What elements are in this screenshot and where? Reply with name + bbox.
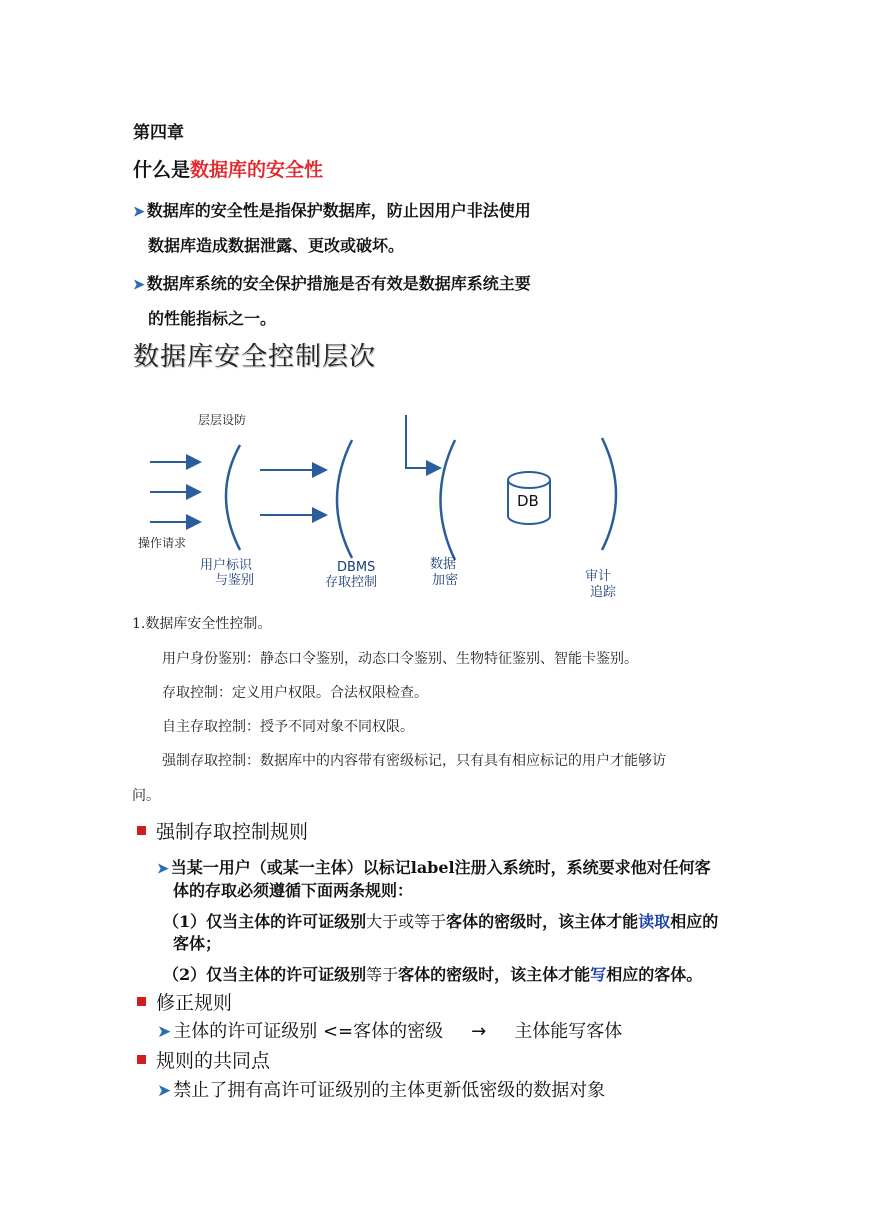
red-square-bullet-icon [137,1055,146,1064]
section1-p4-line2: 问。 [132,788,160,804]
layer-3-label-line1: 数据 [430,557,457,572]
fix-heading [137,988,232,1015]
rule2-part-a: （2）仅当主体的许可证级别 [163,965,367,984]
common-heading [137,1046,270,1073]
mac-rule-2 [163,962,702,985]
rule2-part-e: 相应的客体。 [606,965,703,984]
rule2-write: 写 [590,965,607,984]
rule1-part-a: （1）仅当主体的许可证级别 [163,912,367,931]
question-heading [133,155,323,182]
red-square-bullet-icon [137,997,146,1006]
bullet-2 [133,271,531,294]
layer-1-label-line1: 用户标识 [200,558,253,573]
mac-sub-line2: 体的存取必须遵循下面两条规则： [173,881,414,900]
section1-p3: 自主存取控制：授予不同对象不同权限。 [162,719,414,735]
chapter-title: 第四章 [133,123,184,143]
common-rule [157,1076,605,1102]
bullet-1 [133,198,531,221]
fix-left: 主体的许可证级别 <=客体的密级 [173,1021,444,1042]
mac-sub [157,855,711,878]
fix-arrow: → [471,1021,487,1042]
db-label: DB [517,492,539,510]
layer-4-label-line1: 审计 [585,569,612,584]
arrow-bullet-icon: ➤ [157,1081,172,1101]
bullet-1-line1: 数据库的安全性是指保护数据库，防止因用户非法使用 [146,201,531,220]
security-layers-diagram [130,400,650,605]
layer-2-label-line1: DBMS [337,560,376,575]
layer-2-arc [337,440,352,558]
section1-title: 1.数据库安全性控制。 [132,616,272,632]
layer-3-arc [441,440,456,560]
rule1-part-e: 相应的 [670,912,719,931]
mac-rule-1-line2: 客体； [173,934,222,953]
fix-rule [157,1017,622,1043]
question-prefix: 什么是 [133,159,191,181]
fix-right: 主体能写客体 [514,1021,623,1042]
common-text: 禁止了拥有高许可证级别的主体更新低密级的数据对象 [173,1080,606,1101]
database-cylinder-icon [508,472,550,524]
bullet-1-line2: 数据库造成数据泄露、更改或破坏。 [148,236,405,255]
section1-p1: 用户身份鉴别：静态口令鉴别，动态口令鉴别、生物特征鉴别、智能卡鉴别。 [162,651,638,667]
diagram-top-label: 层层设防 [198,413,247,427]
question-emphasis: 数据库的安全性 [190,159,324,181]
mac-heading [137,817,308,844]
arrow-bullet-icon: ➤ [133,277,145,293]
arrow-bullet-icon: ➤ [133,204,145,220]
mac-rule-1 [163,909,718,932]
rule1-part-c: 客体的密级时，该主体才能 [446,912,639,931]
bullet-2-line2: 的性能指标之一。 [148,309,277,328]
layer-2-label-line2: 存取控制 [325,575,378,590]
layer-4-label-line2: 追踪 [590,585,617,600]
diagram-request-label: 操作请求 [138,536,187,550]
arrow-bullet-icon: ➤ [157,1022,172,1042]
rule1-read: 读取 [638,912,671,931]
bullet-2-line1: 数据库系统的安全保护措施是否有效是数据库系统主要 [146,274,531,293]
mac-heading-text: 强制存取控制规则 [156,821,309,843]
rule2-part-b: 等于 [366,965,399,984]
rule1-part-b: 大于或等于 [366,912,447,931]
rule2-part-c: 客体的密级时，该主体才能 [398,965,591,984]
arrow-bullet-icon: ➤ [157,861,169,877]
mac-sub-line1: 当某一用户（或某一主体）以标记label注册入系统时，系统要求他对任何客 [170,858,711,877]
layer-3-label-line2: 加密 [432,573,459,588]
layers-title: 数据库安全控制层次 [133,342,377,372]
bent-arrow [406,415,440,468]
fix-heading-text: 修正规则 [156,992,233,1014]
layer-4-arc [602,438,616,550]
red-square-bullet-icon [137,826,146,835]
section1-p2: 存取控制：定义用户权限。合法权限检查。 [162,685,428,701]
layer-1-arc [226,445,240,550]
section1-p4-line1: 强制存取控制：数据库中的内容带有密级标记，只有具有相应标记的用户才能够访 [162,753,666,769]
common-heading-text: 规则的共同点 [156,1050,271,1072]
layer-1-label-line2: 与鉴别 [215,573,255,588]
